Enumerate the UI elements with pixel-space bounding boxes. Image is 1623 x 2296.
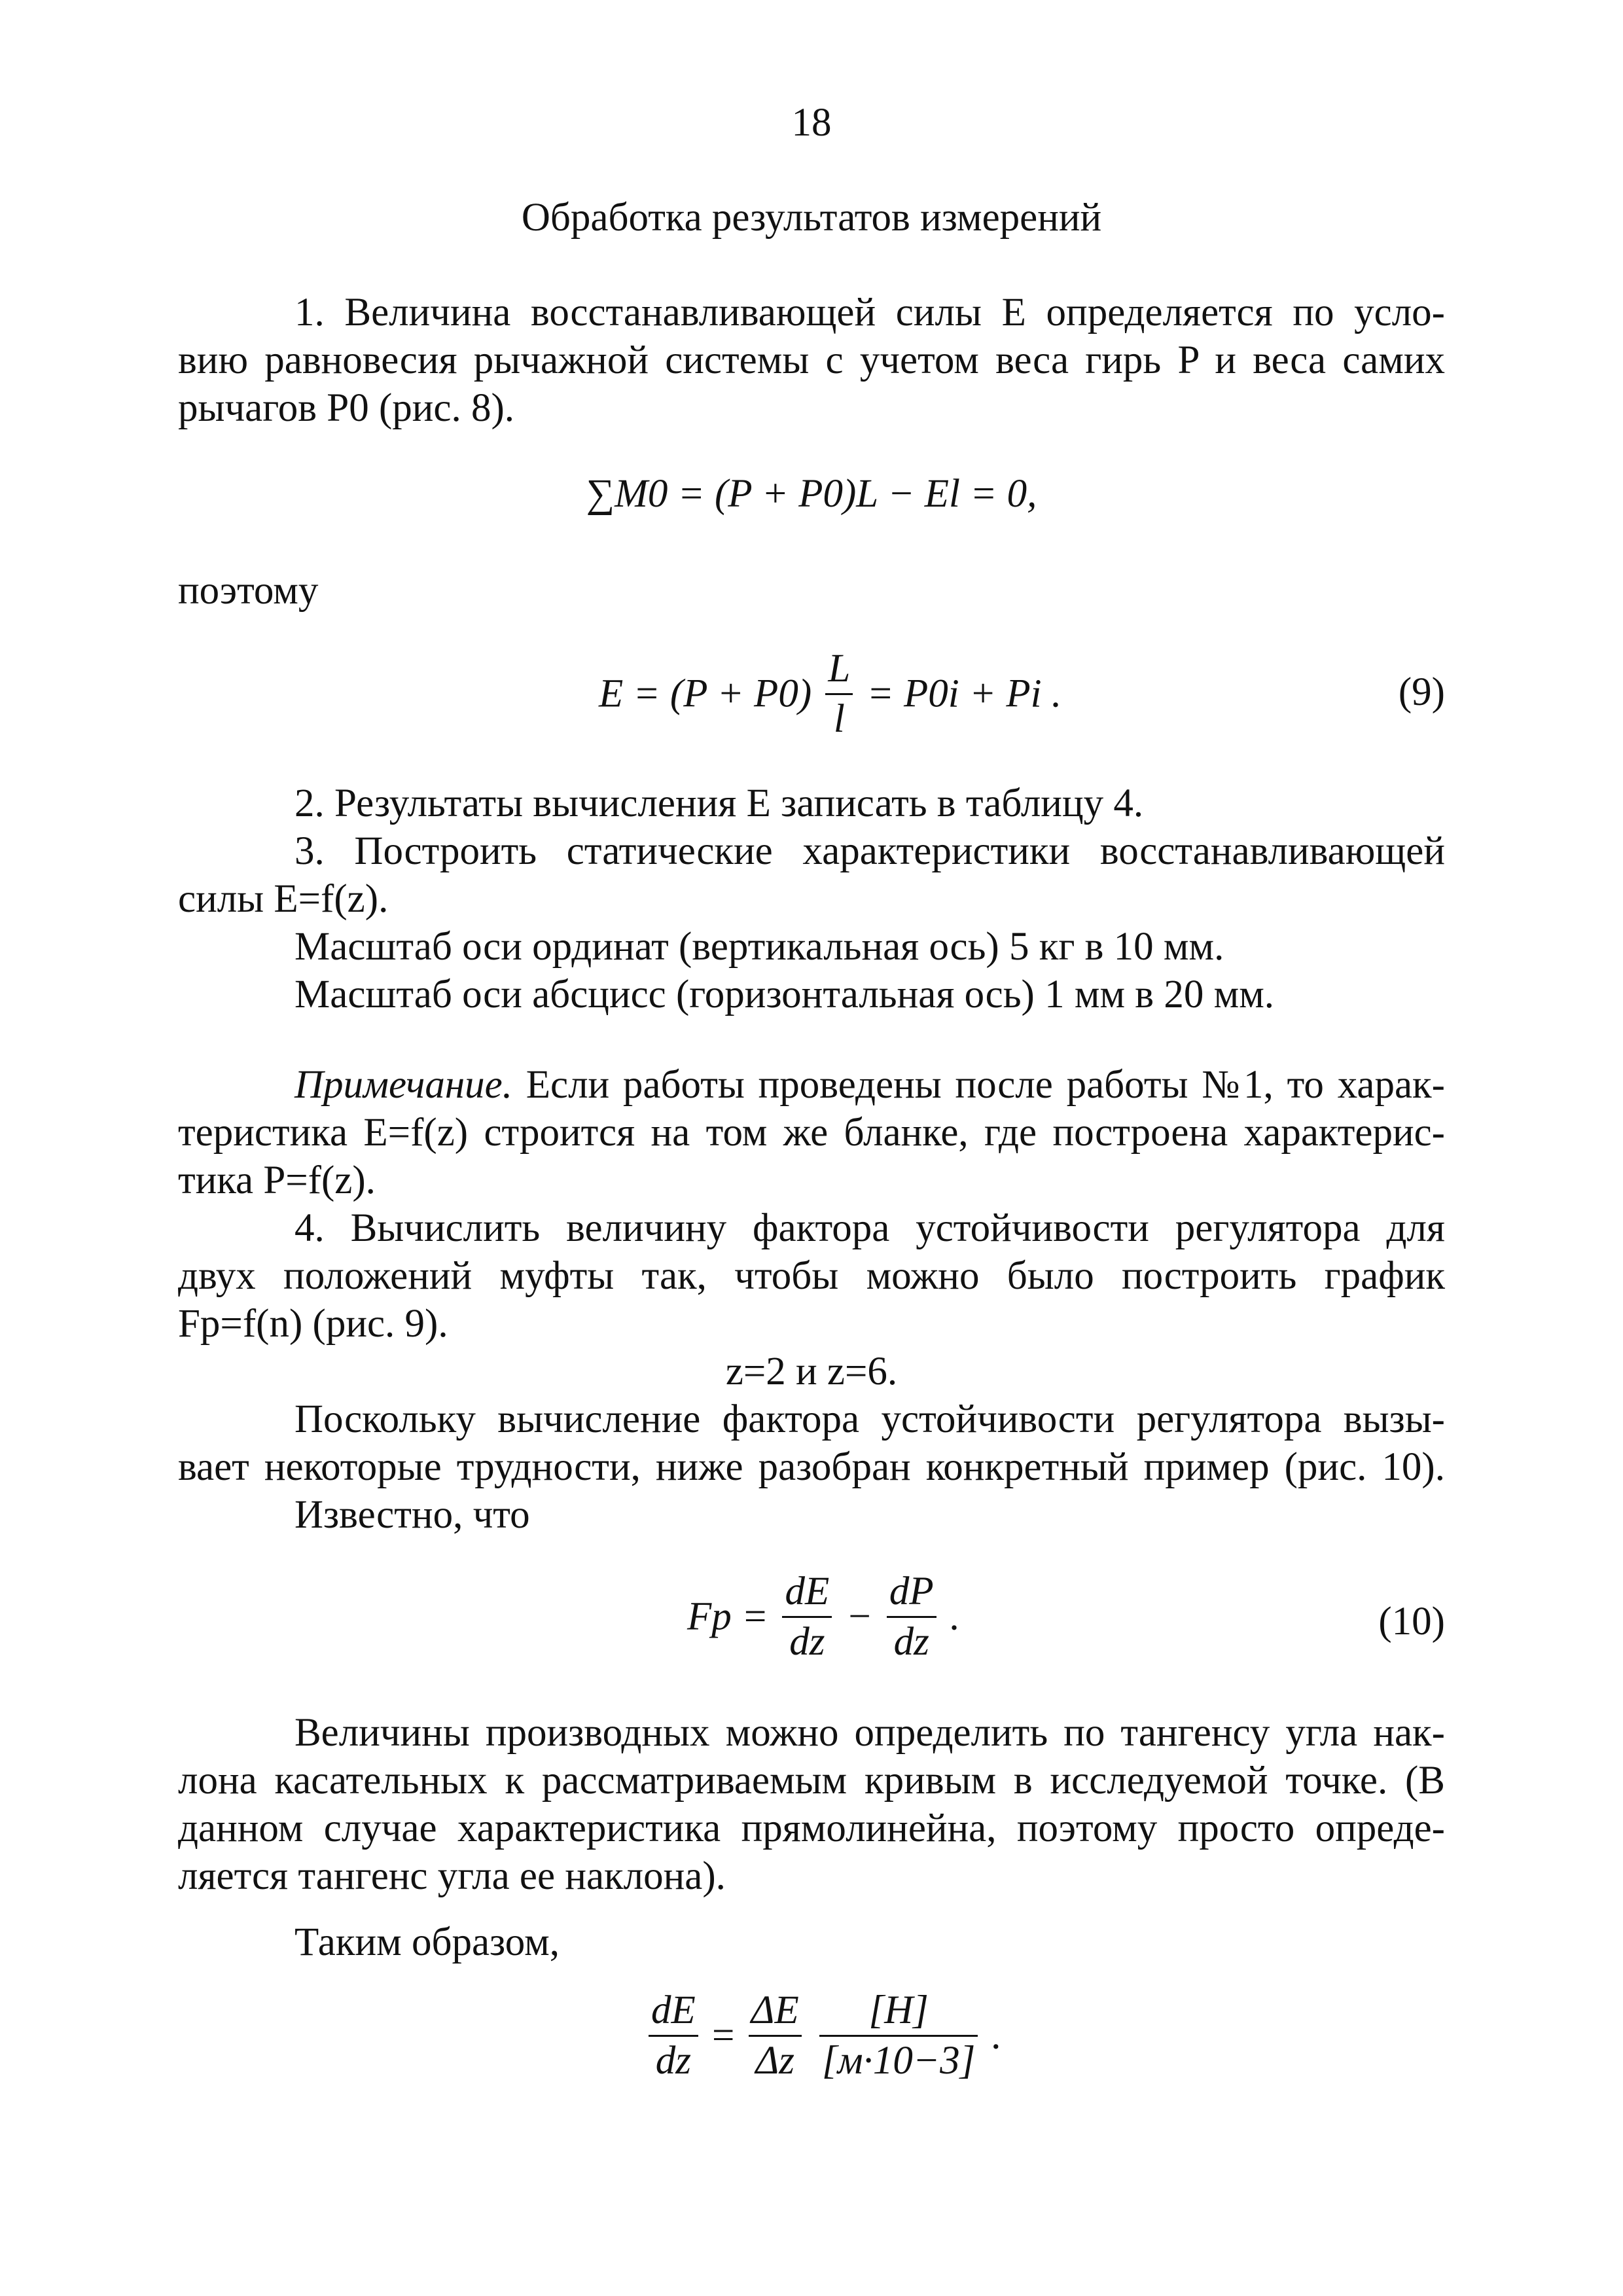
deriv-line3: данном случае характеристика прямолинейна, поэтому просто опреде- xyxy=(178,1806,1445,1850)
eqf-frac1 xyxy=(649,1986,698,2085)
note-line2: теристика E=f(z) строится на том же бланке, где построена характерис- xyxy=(178,1111,1445,1155)
eqf-frac2 xyxy=(749,1986,802,2085)
eq9-rhs: = P0i + Pi . xyxy=(866,672,1062,716)
eqf-end: . xyxy=(991,2013,1002,2058)
eqf-frac2-den: Δz xyxy=(755,2039,794,2083)
eq10-lhs: Fр = xyxy=(687,1594,769,1639)
item4-line1: 4. Вычислить величину фактора устойчивости регулятора для xyxy=(294,1206,1445,1250)
eqf-eq: = xyxy=(712,2013,735,2058)
eqf-frac2-num: ΔE xyxy=(749,1986,802,2037)
page-number: 18 xyxy=(791,101,832,145)
item2: 2. Результаты вычисления E записать в таблицу 4. xyxy=(294,781,1144,825)
deriv-line2: лона касательных к рассматриваемым кривым в исследуемой точке. (В xyxy=(178,1759,1445,1803)
eq9-frac-num: L xyxy=(825,645,853,695)
equation-9-number: (9) xyxy=(1398,670,1445,714)
eq10-frac2-num: dP xyxy=(887,1568,936,1618)
note-line1 xyxy=(178,1060,1445,1110)
deriv-line4: ляется тангенс угла ее наклона). xyxy=(178,1854,726,1898)
eq9-lhs: E = (P + P0) xyxy=(599,672,812,716)
eq10-end: . xyxy=(950,1594,961,1639)
eqf-frac3-den: [м·10−3] xyxy=(822,2039,976,2083)
item3-line2: силы E=f(z). xyxy=(178,877,389,921)
eq9-frac-den: l xyxy=(833,697,845,741)
equation-10 xyxy=(687,1568,960,1666)
eq10-frac2-den: dz xyxy=(893,1620,929,1664)
therefore-word: поэтому xyxy=(178,569,319,613)
item4-line3: Fр=f(n) (рис. 9). xyxy=(178,1302,448,1346)
eq10-frac1 xyxy=(782,1568,832,1666)
section-title: Обработка результатов измерений xyxy=(521,196,1102,240)
scale-ordinate: Масштаб оси ординат (вертикальная ось) 5 кг в 10 мм. xyxy=(294,925,1224,969)
z-values: z=2 и z=6. xyxy=(725,1350,898,1393)
equation-10-number: (10) xyxy=(1378,1600,1445,1643)
eq10-frac1-num: dE xyxy=(782,1568,832,1618)
eqf-frac1-den: dz xyxy=(655,2039,691,2083)
note-line1-text: Если работы проведены после работы №1, то харак- xyxy=(526,1063,1445,1107)
note-label: Примечание. xyxy=(294,1063,512,1107)
item3-line1: 3. Построить статические характеристики восстанавливающей xyxy=(294,829,1445,873)
equation-moment: ∑M0 = (P + P0)L − El = 0, xyxy=(586,472,1037,516)
since-line1: Поскольку вычисление фактора устойчивости регулятора вызы- xyxy=(294,1397,1445,1441)
eq9-fraction xyxy=(825,645,853,744)
eq10-frac1-den: dz xyxy=(789,1620,825,1664)
since-line2: вает некоторые трудности, ниже разобран конкретный пример (рис. 10). xyxy=(178,1445,1445,1489)
note-line3: тика P=f(z). xyxy=(178,1158,376,1202)
equation-final xyxy=(645,1986,1002,2085)
equation-9 xyxy=(599,645,1061,744)
item4-line2: двух положений муфты так, чтобы можно было построить график xyxy=(178,1254,1445,1298)
known-that: Известно, что xyxy=(294,1493,530,1537)
scale-abscissa: Масштаб оси абсцисс (горизонтальная ось) 1 мм в 20 мм. xyxy=(294,973,1275,1016)
eq10-frac2 xyxy=(887,1568,936,1666)
deriv-line1: Величины производных можно определить по тангенсу угла нак- xyxy=(294,1711,1445,1755)
eqf-frac1-num: dE xyxy=(649,1986,698,2037)
eqf-frac3 xyxy=(819,1986,978,2085)
eq10-minus: − xyxy=(846,1594,873,1639)
item1-line3: рычагов P0 (рис. 8). xyxy=(178,386,515,430)
eqf-frac3-num: [H] xyxy=(819,1986,978,2037)
thus-word: Таким образом, xyxy=(294,1920,560,1964)
item1-line1: 1. Величина восстанавливающей силы E определяется по усло- xyxy=(294,291,1445,334)
item1-line2: вию равновесия рычажной системы с учетом веса гирь P и веса самих xyxy=(178,338,1445,382)
